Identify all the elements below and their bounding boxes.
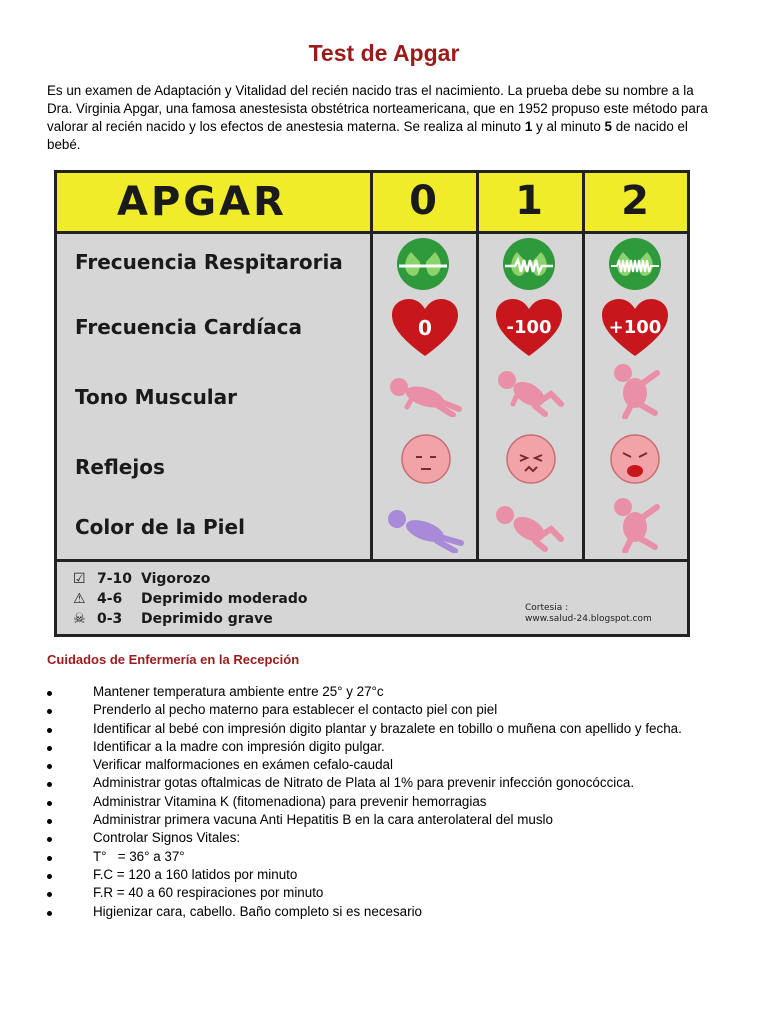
list-item: Identificar a la madre con impresión digito pulgar. <box>47 738 682 756</box>
heart-plus-100-icon <box>600 298 670 358</box>
intro-line: bebé. <box>47 137 81 152</box>
bullet-icon <box>47 911 52 916</box>
list-item: Mantener temperatura ambiente entre 25° y 27°c <box>47 683 682 701</box>
legend-severe: ☠ 0-3 Deprimido grave <box>73 611 273 627</box>
list-item: Controlar Signos Vitales: <box>47 829 682 847</box>
image-credit: Cortesia : www.salud-24.blogspot.com <box>525 603 652 624</box>
intro-line: Es un examen de Adaptación y Vitalidad del recién nacido tras el nacimiento. La prueba debe su nombre a la <box>47 83 694 98</box>
intro-line: valorar al recién nacido y los efectos de anestesia materna. Se realiza al minuto 1 y al minuto 5 de nacido el <box>47 119 688 134</box>
lung-flat-icon <box>395 236 451 292</box>
column-divider <box>582 173 585 561</box>
bullet-icon <box>47 782 52 787</box>
bullet-icon <box>47 709 52 714</box>
minute-5: 5 <box>604 119 612 134</box>
checkbox-icon: ☑ <box>73 571 86 587</box>
bullet-icon <box>47 691 52 696</box>
bullet-icon <box>47 874 52 879</box>
list-item: F.R = 40 a 60 respiraciones por minuto <box>47 884 682 902</box>
intro-line: Dra. Virginia Apgar, una famosa anestesista obstétrica norteamericana, que en 1952 propuso este método para <box>47 101 708 116</box>
section-title: Cuidados de Enfermería en la Recepción <box>47 652 300 667</box>
list-item: F.C = 120 a 160 latidos por minuto <box>47 866 682 884</box>
list-item: Administrar primera vacuna Anti Hepatitis B en la cara anterolateral del muslo <box>47 811 682 829</box>
legend-moderate: ⚠ 4-6 Deprimido moderado <box>73 591 308 607</box>
column-divider <box>370 173 373 561</box>
baby-pink-icon <box>601 497 671 553</box>
skull-icon: ☠ <box>73 611 86 627</box>
care-list <box>47 683 682 921</box>
list-item: Higienizar cara, cabello. Baño completo si es necesario <box>47 903 682 921</box>
lung-strong-wave-icon <box>607 236 663 292</box>
legend-vigorous: ☑ 7-10 Vigorozo <box>73 571 211 587</box>
list-item: Administrar gotas oftalmicas de Nitrato de Plata al 1% para prevenir infección gonocóccica. <box>47 774 682 792</box>
warning-icon: ⚠ <box>73 591 86 607</box>
bullet-icon <box>47 892 52 897</box>
bullet-icon <box>47 837 52 842</box>
criterion-reflexes: Reflejos <box>75 455 165 479</box>
bullet-icon <box>47 728 52 733</box>
face-crying-icon <box>607 431 663 487</box>
criterion-respiratory-rate: Frecuencia Respitaroria <box>75 250 343 274</box>
criterion-heart-rate: Frecuencia Cardíaca <box>75 315 302 339</box>
list-item: Identificar al bebé con impresión digito plantar y brazalete en tobillo o muñena con apellido y fecha. <box>47 720 682 738</box>
heart-label: 0 <box>418 316 432 340</box>
baby-flexed-icon <box>491 368 567 418</box>
criterion-muscle-tone: Tono Muscular <box>75 385 238 409</box>
list-item: Verificar malformaciones en exámen cefalo-caudal <box>47 756 682 774</box>
list-item: Prenderlo al pecho materno para establecer el contacto piel con piel <box>47 701 682 719</box>
criterion-skin-color: Color de la Piel <box>75 515 245 539</box>
baby-active-icon <box>601 363 671 419</box>
heart-label: +100 <box>608 317 662 338</box>
intro-paragraph <box>47 82 727 154</box>
list-item: Administrar Vitamina K (fitomenadiona) para prevenir hemorragias <box>47 793 682 811</box>
heart-label: -100 <box>506 317 552 338</box>
bullet-icon <box>47 856 52 861</box>
face-grimace-icon <box>503 431 559 487</box>
minute-1: 1 <box>524 119 533 134</box>
apgar-header-label: APGAR <box>117 179 287 225</box>
apgar-table-image <box>54 170 690 637</box>
heart-minus-100-icon <box>494 298 564 358</box>
score-1-header: 1 <box>515 178 543 224</box>
bullet-icon <box>47 764 52 769</box>
legend-divider <box>57 559 687 562</box>
bullet-icon <box>47 819 52 824</box>
bullet-icon <box>47 746 52 751</box>
heart-0-icon <box>390 298 460 358</box>
baby-acrocyanosis-icon <box>491 503 567 553</box>
baby-blue-icon <box>385 507 465 553</box>
score-2-header: 2 <box>621 178 649 224</box>
lung-weak-wave-icon <box>501 236 557 292</box>
page-title: Test de Apgar <box>308 40 460 66</box>
list-item: T° = 36° a 37° <box>47 848 682 866</box>
column-divider <box>476 173 479 561</box>
baby-limp-icon <box>387 371 463 417</box>
score-0-header: 0 <box>409 178 437 224</box>
bullet-icon <box>47 801 52 806</box>
face-no-response-icon <box>398 431 454 487</box>
